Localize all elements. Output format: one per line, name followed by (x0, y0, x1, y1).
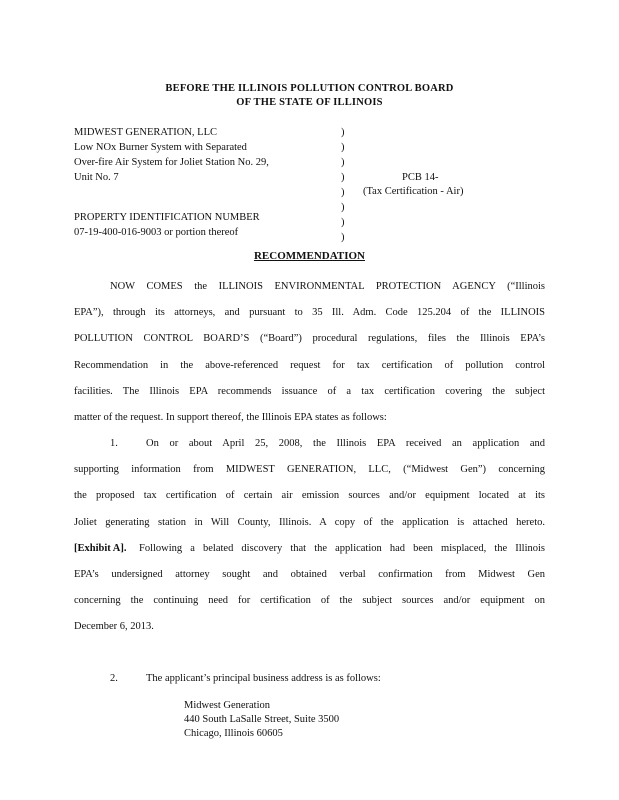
body-line: The applicant’s principal business address is as follows: (146, 673, 381, 684)
body-line: POLLUTION CONTROL BOARD’S (“Board”) procedural regulations, files the Illinois EPA’s (74, 333, 545, 344)
body-line: concerning the continuing need for certification of the subject sources and/or equipment on (74, 595, 545, 606)
caption-line: 07-19-400-016-9003 or portion thereof (74, 227, 239, 238)
paren: ) (341, 202, 345, 213)
paragraph-number: 1. (110, 438, 118, 449)
body-line: Joliet generating station in Will County, Illinois. A copy of the application is attached hereto. (74, 517, 545, 528)
board-heading: BEFORE THE ILLINOIS POLLUTION CONTROL BOARD (165, 83, 454, 94)
case-type: (Tax Certification - Air) (363, 186, 464, 197)
body-line: EPA’s undersigned attorney sought and obtained verbal confirmation from Midwest Gen (74, 569, 545, 580)
body-line: matter of the request. In support thereof, the Illinois EPA states as follows: (74, 412, 387, 423)
body-line: December 6, 2013. (74, 621, 154, 632)
address-block (184, 699, 339, 741)
caption-line: Over-fire Air System for Joliet Station No. 29, (74, 157, 269, 168)
caption-parens (341, 125, 345, 245)
caption-line (74, 185, 269, 200)
body-line: On or about April 25, 2008, the Illinois EPA received an application and (146, 438, 545, 449)
body-line: facilities. The Illinois EPA recommends issuance of a tax certification covering the subject (74, 386, 545, 397)
paragraph-number: 2. (110, 673, 118, 684)
address-line: 440 South LaSalle Street, Suite 3500 (184, 714, 340, 725)
paren: ) (341, 172, 345, 183)
exhibit-reference: [Exhibit A]. (74, 543, 127, 554)
body-line: EPA”), through its attorneys, and pursuant to 35 Ill. Adm. Code 125.204 of the ILLINOIS (74, 307, 545, 318)
paren: ) (341, 187, 345, 198)
paren: ) (341, 142, 345, 153)
paren: ) (341, 127, 345, 138)
document-title: RECOMMENDATION (253, 250, 365, 262)
state-heading: OF THE STATE OF ILLINOIS (236, 97, 383, 108)
caption-line: Low NOx Burner System with Separated (74, 142, 247, 153)
caption-line: MIDWEST GENERATION, LLC (74, 127, 218, 138)
caption-line: Unit No. 7 (74, 172, 119, 183)
body-line: supporting information from MIDWEST GENERATION, LLC, (“Midwest Gen”) concerning (74, 464, 545, 475)
caption-left (74, 125, 269, 240)
paren: ) (341, 217, 345, 228)
address-line: Midwest Generation (184, 700, 271, 711)
body-line: Recommendation in the above-referenced request for tax certification of pollution control (74, 360, 545, 371)
caption-line: PROPERTY IDENTIFICATION NUMBER (74, 212, 260, 223)
address-line: Chicago, Illinois 60605 (184, 728, 283, 739)
paren: ) (341, 232, 345, 243)
body-line: the proposed tax certification of certain air emission sources and/or equipment located at its (74, 490, 545, 501)
body-line: Following a belated discovery that the application had been misplaced, the Illinois (139, 543, 545, 554)
case-number: PCB 14- (402, 172, 439, 183)
paren: ) (341, 157, 345, 168)
body-line: NOW COMES the ILLINOIS ENVIRONMENTAL PROTECTION AGENCY (“Illinois (110, 281, 545, 292)
